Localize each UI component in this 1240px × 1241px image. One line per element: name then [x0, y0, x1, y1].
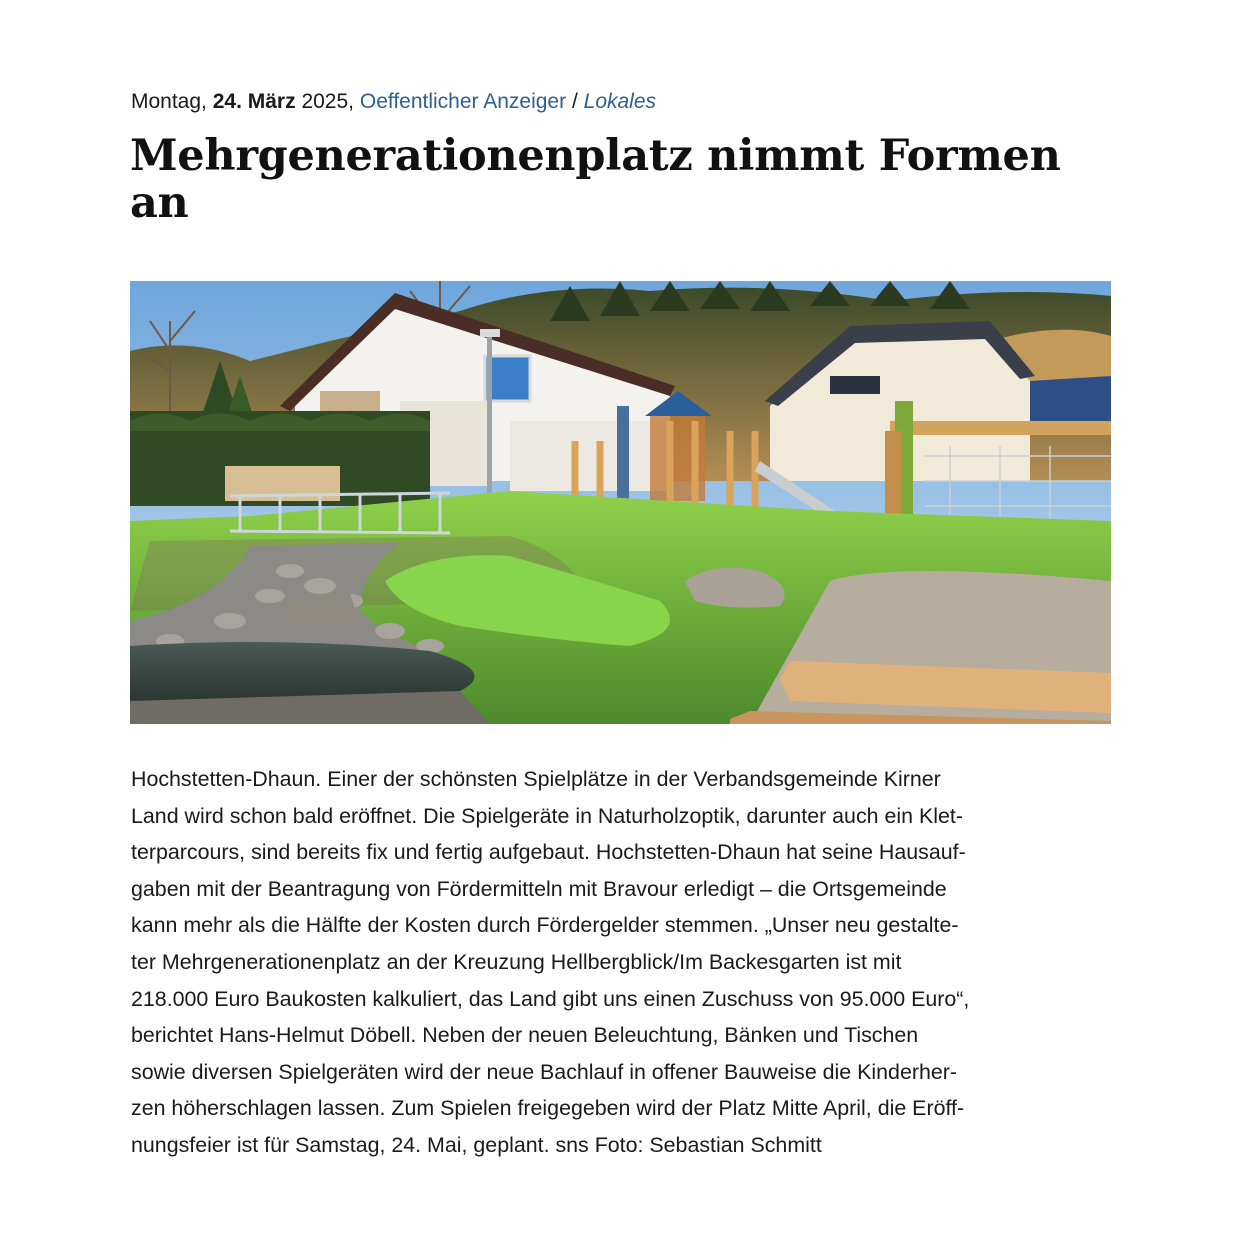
body-line: sowie diversen Spielgeräten wird der neue Bachlauf in offener Bauweise die Kinderher- [131, 1059, 958, 1084]
article-photo [130, 281, 1111, 724]
body-line: gaben mit der Beantragung von Fördermitteln mit Bravour erledigt – die Ortsgemeinde [131, 876, 947, 901]
body-line: berichtet Hans-Helmut Döbell. Neben der neuen Beleuchtung, Bänken und Tischen [131, 1023, 919, 1048]
body-line: kann mehr als die Hälfte der Kosten durch Fördergelder stemmen. „Unser neu gestalte- [131, 913, 959, 938]
body-line: zen höherschlagen lassen. Zum Spielen freigegeben wird der Platz Mitte April, die Eröff- [131, 1096, 965, 1121]
source-link[interactable]: Oeffentlicher Anzeiger [359, 90, 567, 113]
article-meta [131, 89, 656, 115]
body-line: nungsfeier ist für Samstag, 24. Mai, geplant. sns Foto: Sebastian Schmitt [131, 1132, 822, 1157]
body-line: 218.000 Euro Baukosten kalkuliert, das Land gibt uns einen Zuschuss von 95.000 Euro“, [131, 986, 970, 1011]
section-link[interactable]: Lokales [583, 90, 657, 113]
body-line: Hochstetten-Dhaun. Einer der schönsten Spielplätze in der Verbandsgemeinde Kirner [131, 767, 941, 791]
article-body [131, 761, 1116, 1164]
meta-separator: / [571, 90, 578, 113]
body-line: terparcours, sind bereits fix und fertig aufgebaut. Hochstetten-Dhaun hat seine Hausauf- [131, 840, 966, 865]
title-line-2: an [130, 178, 189, 228]
date: 24. März [212, 90, 296, 113]
body-line: ter Mehrgenerationenplatz an der Kreuzung Hellbergblick/Im Backesgarten ist mit [131, 949, 902, 974]
article-title [130, 133, 1090, 227]
weekday: Montag, [131, 90, 207, 113]
title-line-1: Mehrgenerationenplatz nimmt Formen [130, 131, 1061, 181]
body-line: Land wird schon bald eröffnet. Die Spielgeräte in Naturholzoptik, darunter auch ein Klet- [131, 803, 963, 828]
year: 2025, [301, 90, 355, 113]
